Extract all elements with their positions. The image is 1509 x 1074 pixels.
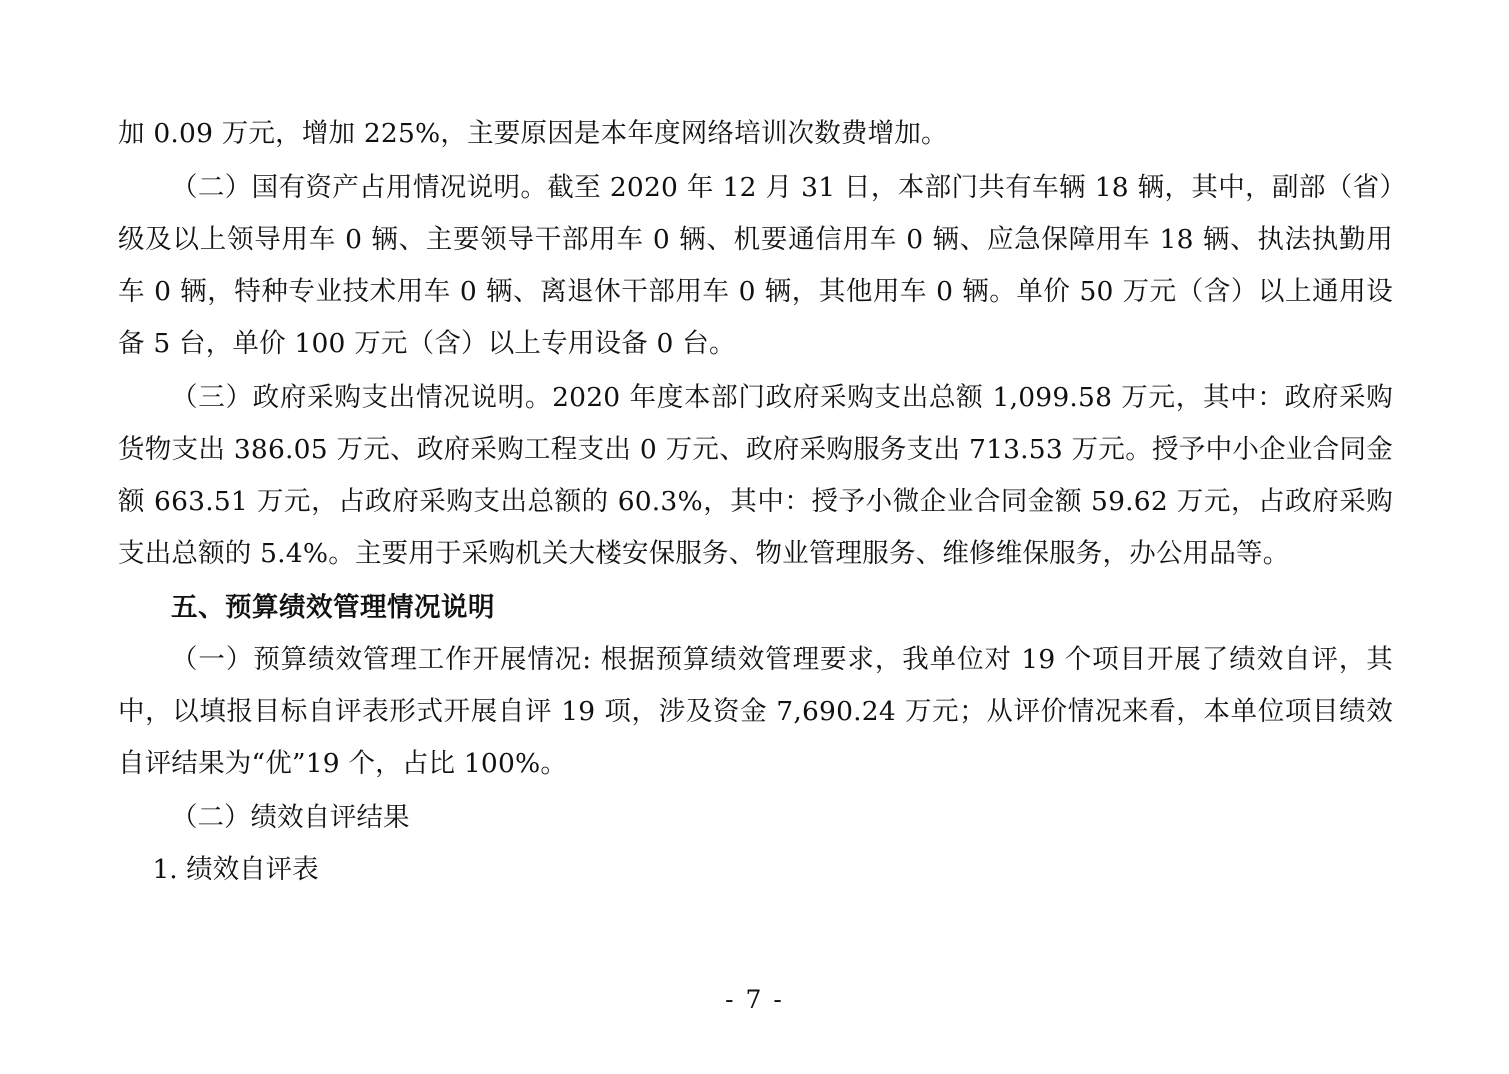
document-body	[118, 108, 1393, 896]
page-number: - 7 -	[725, 985, 784, 1014]
paragraph-state-assets: （二）国有资产占用情况说明。截至 2020 年 12 月 31 日，本部门共有车辆 18 辆，其中，副部（省）级及以上领导用车 0 辆、主要领导干部用车 0 辆、机要通信用车 0 辆、应急保障用车 18 辆、执法执勤用车 0 辆，特种专业技术用车 0 辆、离退休干部用车 0 辆，其他用车 0 辆。单价 50 万元（含）以上通用设备 5 台，单价 100 万元（含）以上专用设备 0 台。	[118, 172, 1393, 359]
section-heading-five: 五、预算绩效管理情况说明	[171, 592, 495, 623]
paragraph-government-procurement: （三）政府采购支出情况说明。2020 年度本部门政府采购支出总额 1,099.58 万元，其中：政府采购货物支出 386.05 万元、政府采购工程支出 0 万元、政府采购服务支出 713.53 万元。授予中小企业合同金额 663.51 万元，占政府采购支出总额的 60.3%，其中：授予小微企业合同金额 59.62 万元，占政府采购支出总额的 5.4%。主要用于采购机关大楼安保服务、物业管理服务、维修维保服务，办公用品等。	[118, 382, 1393, 569]
paragraph-continuation: 加 0.09 万元，增加 225%，主要原因是本年度网络培训次数费增加。	[118, 118, 948, 149]
list-item-self-evaluation-table: 1. 绩效自评表	[152, 854, 319, 885]
paragraph-performance-self-evaluation-results: （二）绩效自评结果	[171, 802, 410, 833]
paragraph-performance-management-work: （一）预算绩效管理工作开展情况: 根据预算绩效管理要求，我单位对 19 个项目开展了绩效自评，其中，以填报目标自评表形式开展自评 19 项，涉及资金 7,690.24 万元；从评价情况来看，本单位项目绩效自评结果为“优”19 个，占比 100%。	[118, 644, 1393, 779]
